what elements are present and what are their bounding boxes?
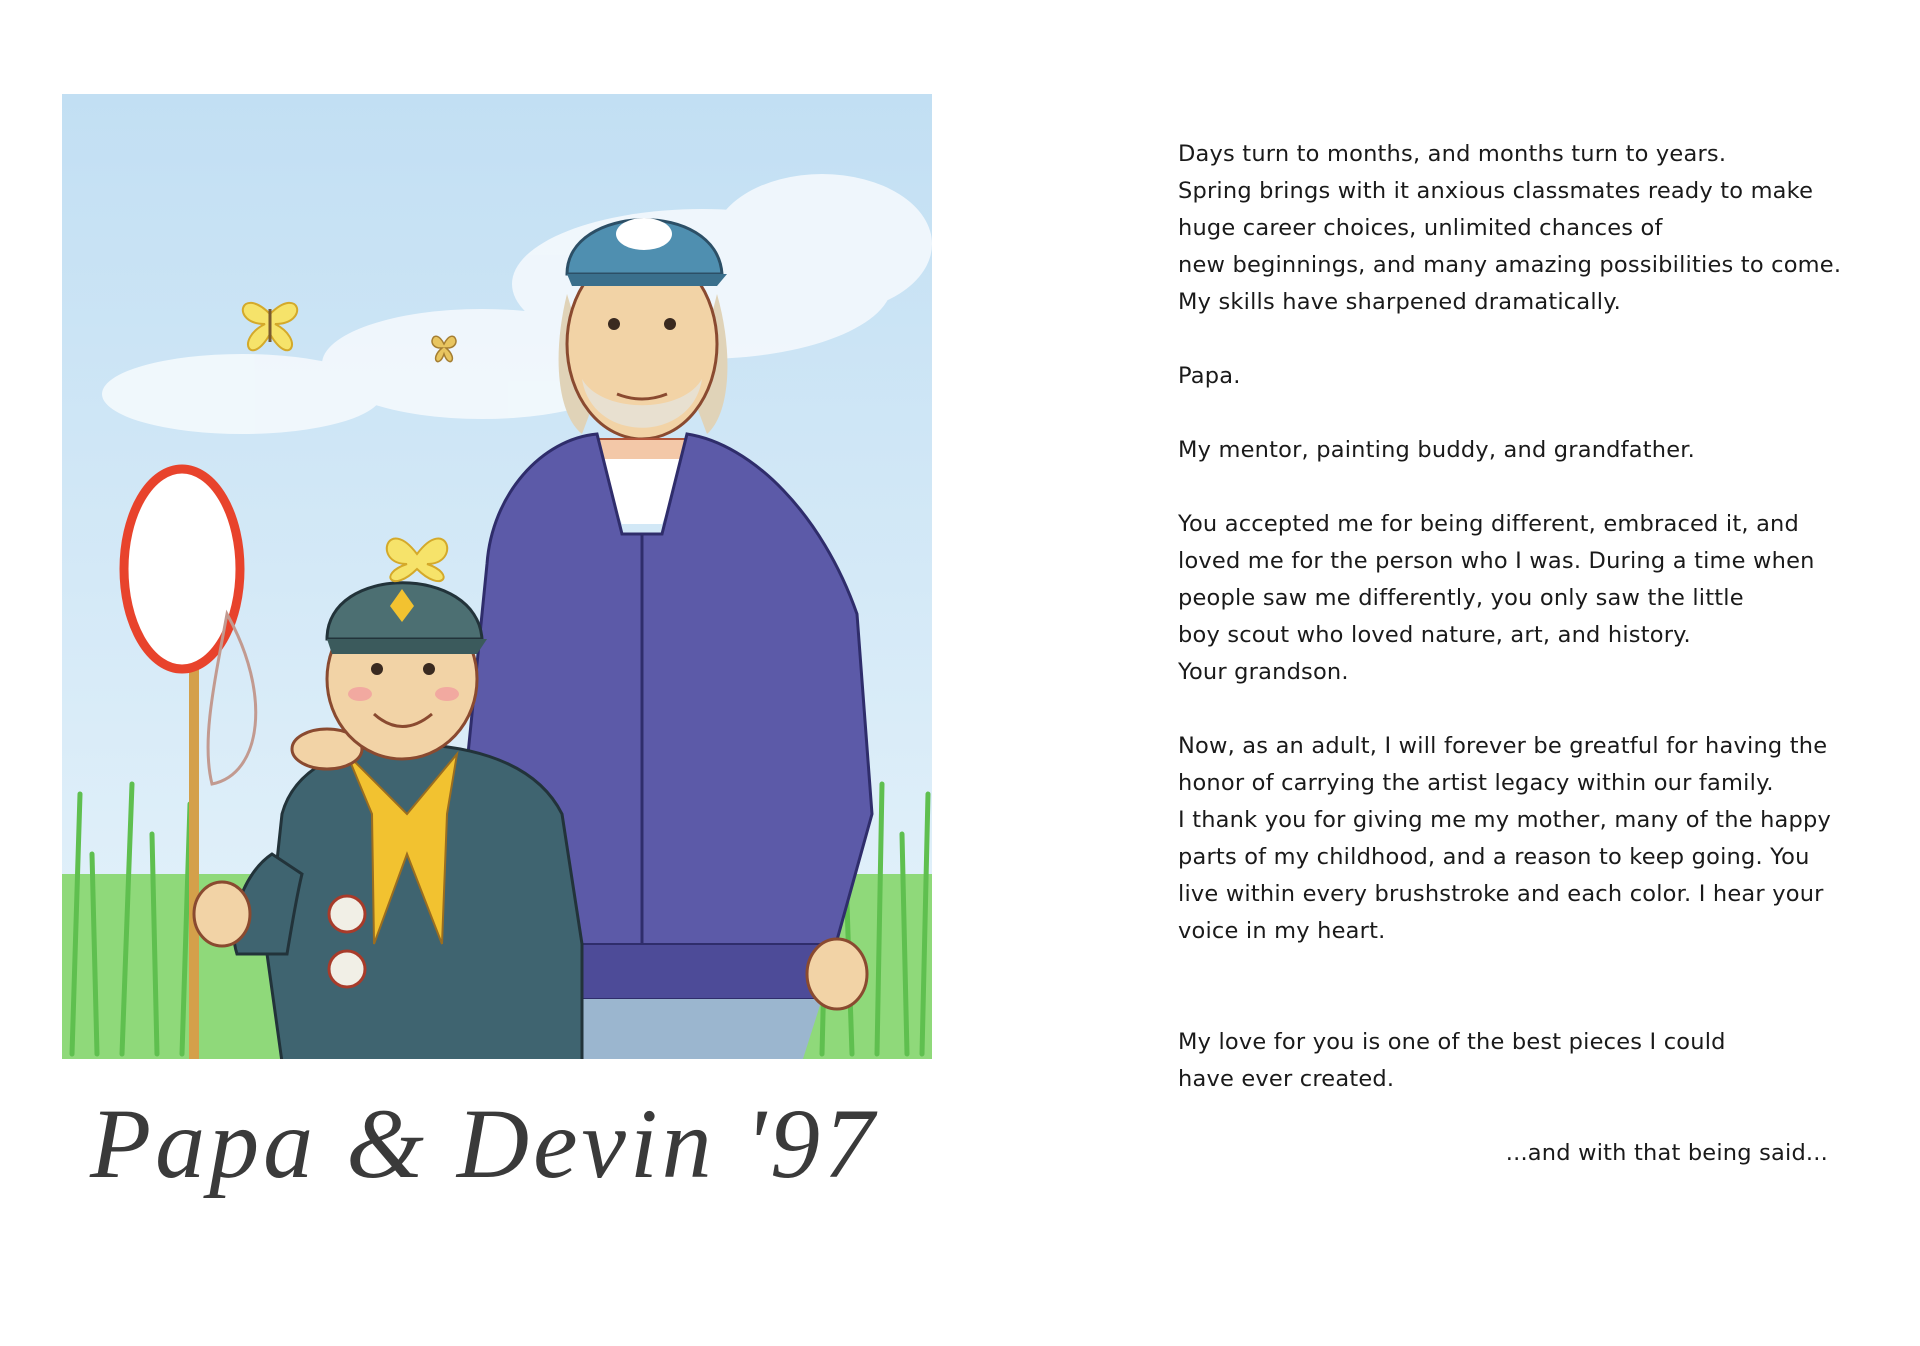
illustration xyxy=(62,94,932,1062)
text-line: honor of carrying the artist legacy within our family. xyxy=(1178,770,1774,796)
text-line: My skills have sharpened dramatically. xyxy=(1178,289,1621,315)
text-line: people saw me differently, you only saw the little xyxy=(1178,585,1744,611)
closing-line: ...and with that being said... xyxy=(1505,1140,1828,1166)
text-line: loved me for the person who I was. During a time when xyxy=(1178,548,1815,574)
text-line: have ever created. xyxy=(1178,1066,1395,1092)
text-line: huge career choices, unlimited chances of xyxy=(1178,215,1663,241)
paragraph-3: My mentor, painting buddy, and grandfather. xyxy=(1178,437,1696,463)
text-line: live within every brushstroke and each color. I hear your xyxy=(1178,881,1824,907)
text-line: boy scout who loved nature, art, and history. xyxy=(1178,622,1691,648)
caption-text: Papa & Devin '97 xyxy=(90,1088,879,1199)
text-line: voice in my heart. xyxy=(1178,918,1386,944)
text-line: Spring brings with it anxious classmates ready to make xyxy=(1178,178,1814,204)
text-line: new beginnings, and many amazing possibilities to come. xyxy=(1178,252,1842,278)
text-line: Days turn to months, and months turn to years. xyxy=(1178,141,1727,167)
text-line: parts of my childhood, and a reason to keep going. You xyxy=(1178,844,1810,870)
paragraph-5 xyxy=(1178,728,1858,950)
paragraph-6 xyxy=(1178,1024,1858,1098)
text-line: I thank you for giving me my mother, many of the happy xyxy=(1178,807,1832,833)
text-line: Now, as an adult, I will forever be greatful for having the xyxy=(1178,733,1828,759)
paragraph-4 xyxy=(1178,506,1858,691)
paragraph-2: Papa. xyxy=(1178,363,1241,389)
letter xyxy=(1178,136,1858,1172)
text-line: My love for you is one of the best pieces I could xyxy=(1178,1029,1726,1055)
text-line: You accepted me for being different, embraced it, and xyxy=(1178,511,1800,537)
caption xyxy=(80,1072,940,1222)
text-line: Your grandson. xyxy=(1178,659,1349,685)
paragraph-1 xyxy=(1178,136,1858,321)
